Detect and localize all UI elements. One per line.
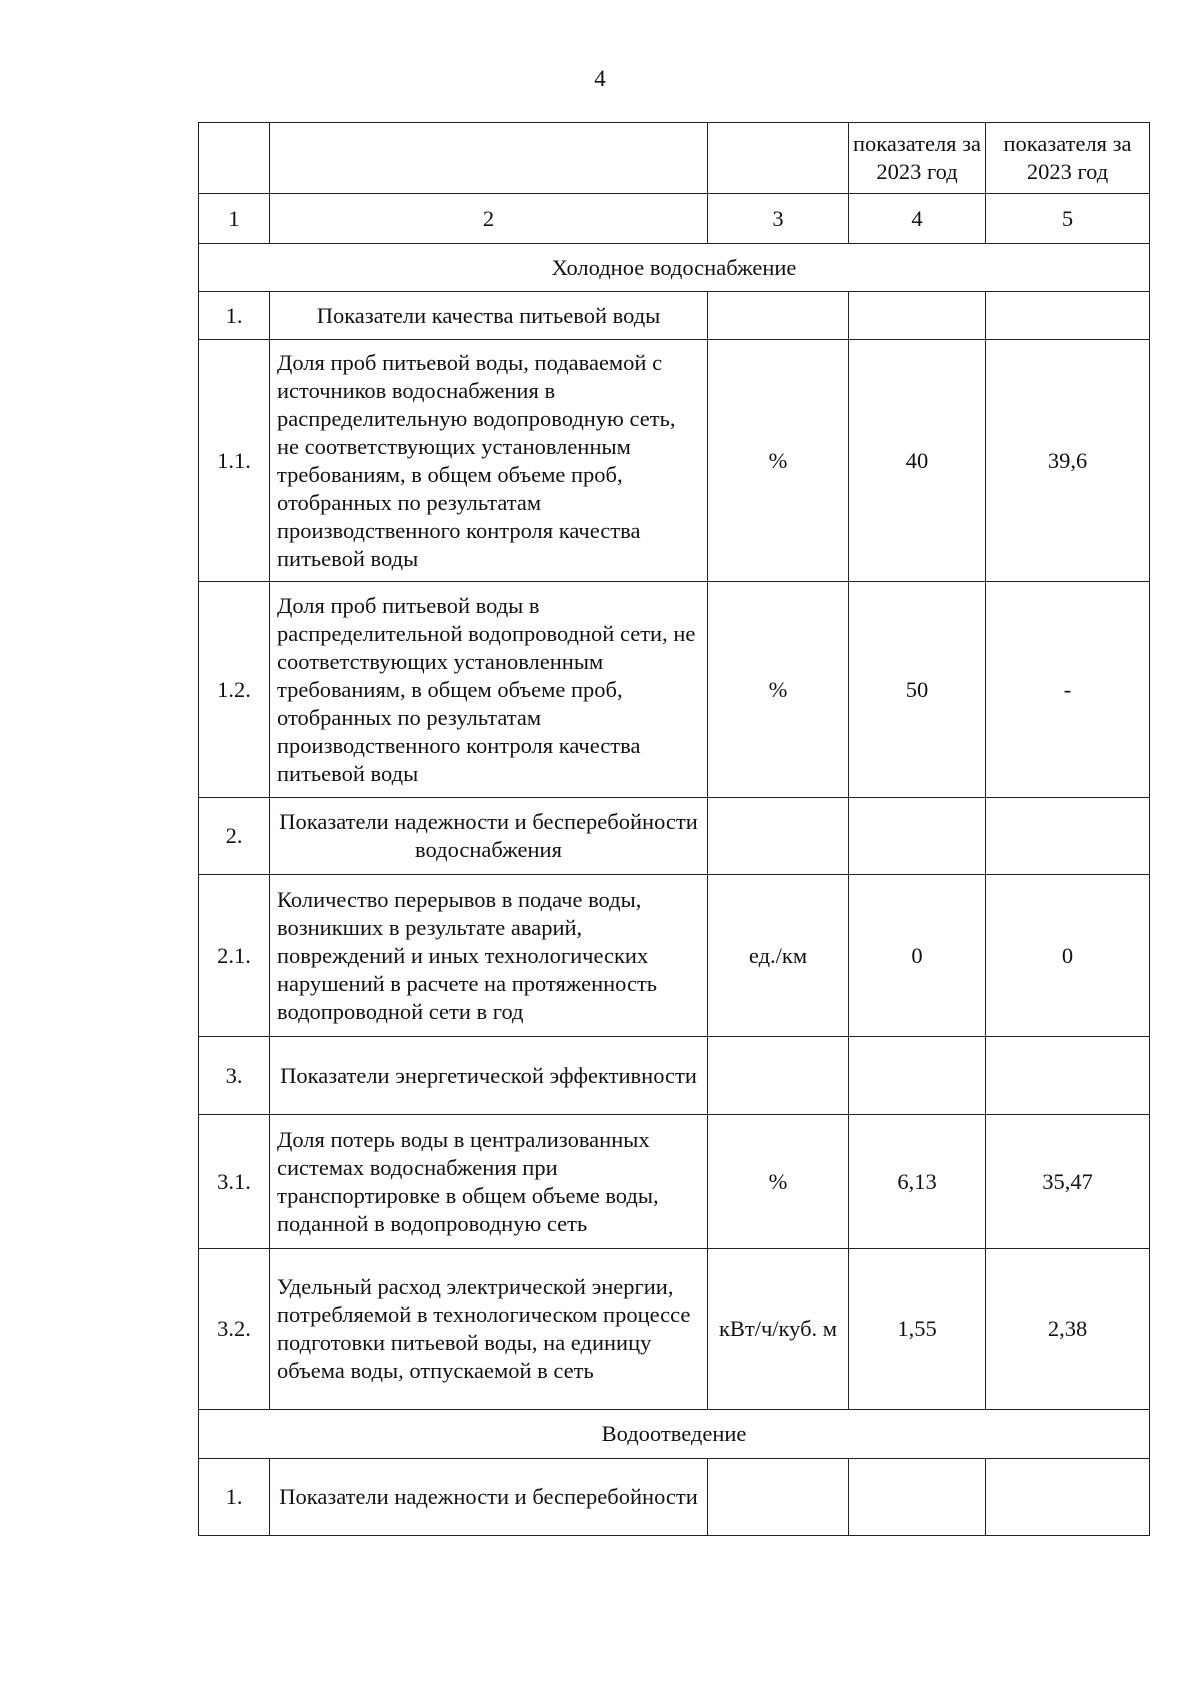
column-number: 2 <box>270 194 708 244</box>
section-title: Водоотведение <box>199 1410 1150 1459</box>
row-number: 1.2. <box>199 582 270 798</box>
indicator-name: Показатели качества питьевой воды <box>270 292 708 340</box>
value-col4 <box>849 798 986 875</box>
table-row <box>199 292 1150 340</box>
value-col4 <box>849 1037 986 1115</box>
value-col4: 0 <box>849 875 986 1037</box>
value-col5 <box>986 798 1150 875</box>
row-number: 3.2. <box>199 1249 270 1410</box>
table-row <box>199 582 1150 798</box>
row-number: 1. <box>199 1459 270 1536</box>
indicator-name: Количество перерывов в подаче воды, возникших в результате аварий, повреждений и иных технологических нарушений в расчете на протяженность водопроводной сети в год <box>270 875 708 1037</box>
section-title: Холодное водоснабжение <box>199 244 1150 292</box>
unit-cell <box>708 1459 849 1536</box>
row-number: 3.1. <box>199 1115 270 1249</box>
table-row <box>199 1249 1150 1410</box>
indicator-name: Доля потерь воды в централизованных системах водоснабжения при транспортировке в общем объеме воды, поданной в водопроводную сеть <box>270 1115 708 1249</box>
indicator-name: Показатели энергетической эффективности <box>270 1037 708 1115</box>
value-col4: 1,55 <box>849 1249 986 1410</box>
value-col4: 40 <box>849 340 986 582</box>
unit-cell: % <box>708 1115 849 1249</box>
column-number: 3 <box>708 194 849 244</box>
indicator-name: Удельный расход электрической энергии, потребляемой в технологическом процессе подготовки питьевой воды, на единицу объема воды, отпускаемой в сеть <box>270 1249 708 1410</box>
header-col5: показателя за 2023 год <box>986 123 1150 194</box>
row-number: 1.1. <box>199 340 270 582</box>
table-row <box>199 340 1150 582</box>
value-col5: 0 <box>986 875 1150 1037</box>
indicator-name: Доля проб питьевой воды, подаваемой с источников водоснабжения в распределительную водопроводную сеть, не соответствующих установленным требованиям, в общем объеме проб, отобранных по результатам производственного контроля качества питьевой воды <box>270 340 708 582</box>
indicators-table <box>198 122 1150 1536</box>
row-number: 1. <box>199 292 270 340</box>
column-number: 4 <box>849 194 986 244</box>
header-row <box>199 123 1150 194</box>
indicator-name: Показатели надежности и бесперебойности водоснабжения <box>270 798 708 875</box>
value-col5 <box>986 1037 1150 1115</box>
unit-cell: % <box>708 340 849 582</box>
unit-cell: кВт/ч/куб. м <box>708 1249 849 1410</box>
unit-cell <box>708 798 849 875</box>
header-cell-1 <box>199 123 270 194</box>
value-col5: 2,38 <box>986 1249 1150 1410</box>
value-col5 <box>986 292 1150 340</box>
unit-cell: % <box>708 582 849 798</box>
table-row <box>199 798 1150 875</box>
table-row <box>199 1459 1150 1536</box>
section-row-cold-water <box>199 244 1150 292</box>
value-col5: - <box>986 582 1150 798</box>
row-number: 2. <box>199 798 270 875</box>
table-row <box>199 875 1150 1037</box>
indicator-name: Доля проб питьевой воды в распределительной водопроводной сети, не соответствующих установленным требованиям, в общем объеме проб, отобранных по результатам производственного контроля качества питьевой воды <box>270 582 708 798</box>
row-number: 2.1. <box>199 875 270 1037</box>
value-col4 <box>849 1459 986 1536</box>
table-row <box>199 1037 1150 1115</box>
column-number-row <box>199 194 1150 244</box>
header-cell-2 <box>270 123 708 194</box>
unit-cell: ед./км <box>708 875 849 1037</box>
section-row-sewerage <box>199 1410 1150 1459</box>
indicator-name: Показатели надежности и бесперебойности <box>270 1459 708 1536</box>
header-col4: показателя за 2023 год <box>849 123 986 194</box>
column-number: 5 <box>986 194 1150 244</box>
column-number: 1 <box>199 194 270 244</box>
page-number: 4 <box>594 66 606 91</box>
value-col4: 50 <box>849 582 986 798</box>
header-cell-3 <box>708 123 849 194</box>
value-col5 <box>986 1459 1150 1536</box>
value-col5: 39,6 <box>986 340 1150 582</box>
table-row <box>199 1115 1150 1249</box>
row-number: 3. <box>199 1037 270 1115</box>
value-col4: 6,13 <box>849 1115 986 1249</box>
value-col5: 35,47 <box>986 1115 1150 1249</box>
unit-cell <box>708 292 849 340</box>
value-col4 <box>849 292 986 340</box>
unit-cell <box>708 1037 849 1115</box>
